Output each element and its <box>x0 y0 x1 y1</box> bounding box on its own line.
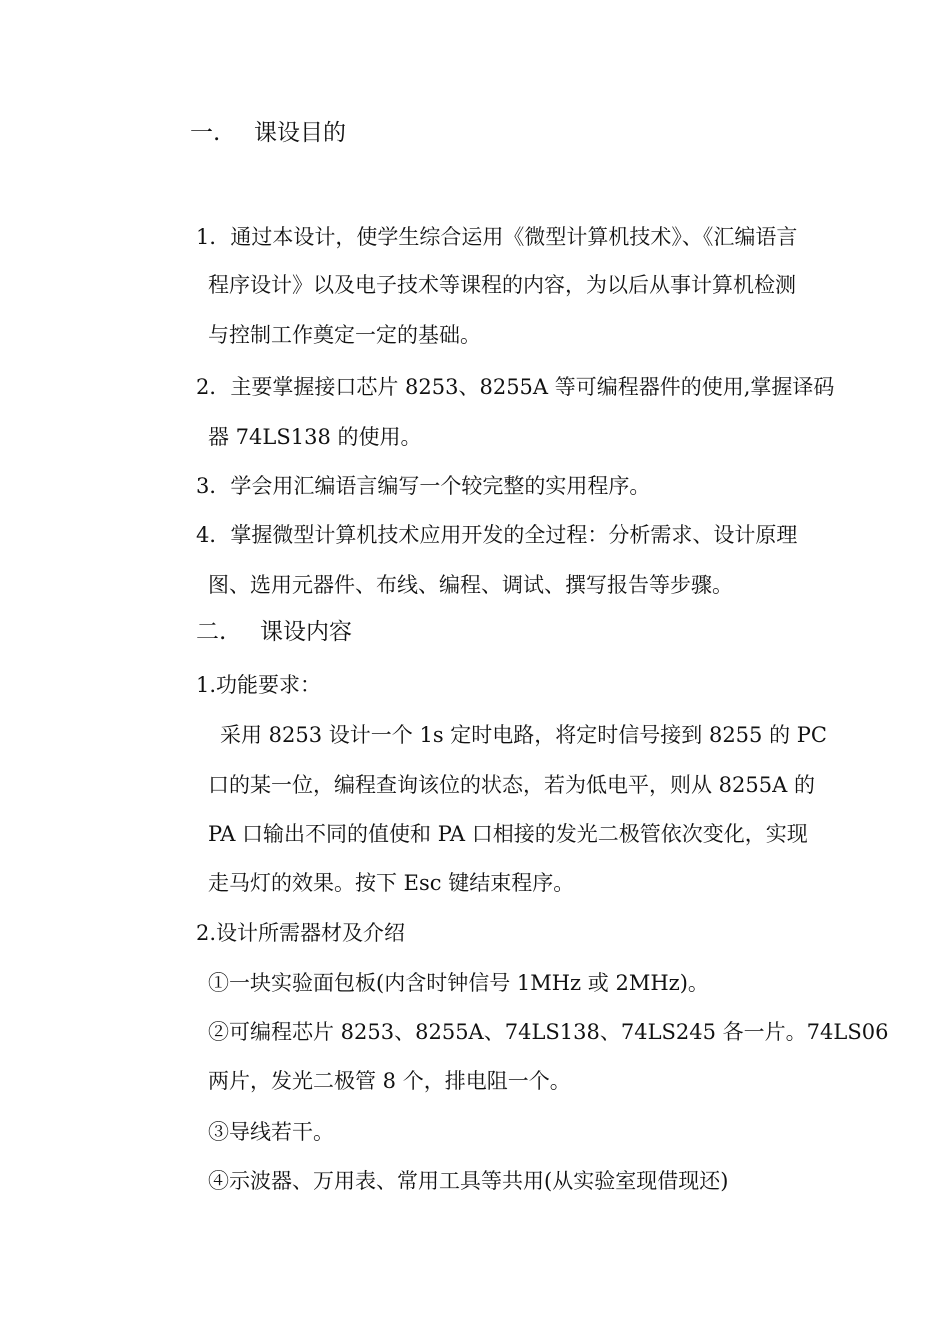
item2-line2: 器 74LS138 的使用。 <box>208 425 422 449</box>
sub2-title: 2.设计所需器材及介绍 <box>196 921 406 945</box>
section1-number: 一. <box>190 120 221 146</box>
sub2-line1: ①一块实验面包板(内含时钟信号 1MHz 或 2MHz)。 <box>208 971 709 995</box>
sub2-line4: ③导线若干。 <box>208 1120 334 1144</box>
item4-line1: 4．掌握微型计算机技术应用开发的全过程：分析需求、设计原理 <box>196 523 798 547</box>
section2-heading <box>196 617 352 647</box>
item3-line1: 3．学会用汇编语言编写一个较完整的实用程序。 <box>196 474 651 498</box>
sub1-line3: PA 口输出不同的值使和 PA 口相接的发光二极管依次变化，实现 <box>208 822 808 846</box>
sub1-line4: 走马灯的效果。按下 Esc 键结束程序。 <box>208 871 575 895</box>
sub1-line2: 口的某一位，编程查询该位的状态，若为低电平，则从 8255A 的 <box>208 773 815 797</box>
sub1-line1: 采用 8253 设计一个 1s 定时电路，将定时信号接到 8255 的 PC <box>220 723 827 747</box>
sub1-title: 1.功能要求： <box>196 673 322 697</box>
item1-line3: 与控制工作奠定一定的基础。 <box>208 323 481 347</box>
sub2-line2: ②可编程芯片 8253、8255A、74LS138、74LS245 各一片。74LS06 <box>208 1020 889 1044</box>
sub2-line5: ④示波器、万用表、常用工具等共用(从实验室现借现还) <box>208 1169 729 1193</box>
section2-title: 课设内容 <box>260 619 352 645</box>
item1-line1: 1．通过本设计，使学生综合运用《微型计算机技术》、《汇编语言 <box>196 225 798 249</box>
section1-heading <box>190 118 346 148</box>
item4-line2: 图、选用元器件、布线、编程、调试、撰写报告等步骤。 <box>208 573 733 597</box>
section1-title: 课设目的 <box>254 120 346 146</box>
item2-line1: 2．主要掌握接口芯片 8253、8255A 等可编程器件的使用,掌握译码 <box>196 375 835 399</box>
item1-line2: 程序设计》以及电子技术等课程的内容，为以后从事计算机检测 <box>208 273 796 297</box>
sub2-line3: 两片，发光二极管 8 个，排电阻一个。 <box>208 1069 571 1093</box>
section2-number: 二. <box>196 619 227 645</box>
